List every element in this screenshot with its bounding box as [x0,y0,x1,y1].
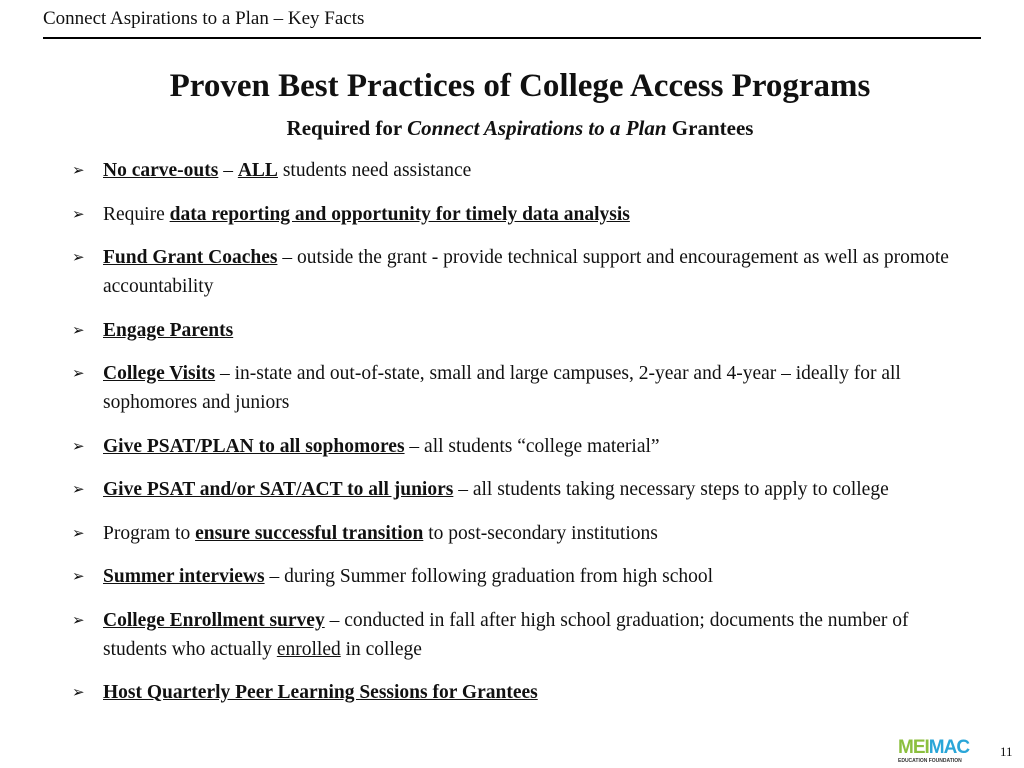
item-bold: data reporting and opportunity for timely data analysis [169,203,630,225]
arrow-bullet-icon: ➢ [72,683,85,701]
meimac-logo [898,738,982,766]
item-text: – [218,160,238,181]
item-text: – in-state and out-of-state, small and large campuses, 2-year and 4-year – ideally for all sophomores and juniors [103,363,901,413]
list-item [72,562,977,591]
slide-title: Proven Best Practices of College Access Programs [169,68,871,104]
slide-header: Connect Aspirations to a Plan – Key Facts [43,8,365,29]
list-item [72,243,977,301]
list-item [72,519,977,548]
slide-subtitle [0,116,1024,141]
arrow-bullet-icon: ➢ [72,248,85,266]
arrow-bullet-icon: ➢ [72,610,85,629]
arrow-bullet-icon: ➢ [72,320,85,339]
item-bold: Summer interviews [103,566,265,587]
item-text: – conducted in fall after high school graduation; documents the number of students who actually [103,609,909,660]
item-bold: ensure successful transition [195,522,424,544]
arrow-bullet-icon: ➢ [72,364,85,382]
item-bold: ALL [237,160,278,181]
page-number: 11 [1000,744,1013,759]
item-text: – during Summer following graduation from high school [264,566,714,587]
item-text: to post-secondary institutions [423,522,658,544]
arrow-bullet-icon: ➢ [72,480,85,498]
subtitle-pre: Required for [286,116,408,140]
item-underlined: enrolled [276,638,341,660]
item-bold: College Enrollment survey [103,609,325,631]
item-text: Program to [103,522,196,544]
logo-mac: MAC [928,737,970,758]
item-bold: Engage Parents [103,319,234,341]
list-item [72,316,977,345]
list-item [72,475,977,504]
item-bold: Host Quarterly Peer Learning Sessions for Grantees [103,682,538,703]
arrow-bullet-icon: ➢ [72,161,85,179]
list-item [72,432,977,461]
arrow-bullet-icon: ➢ [72,204,85,223]
logo-subtitle: EDUCATION FOUNDATION [898,758,962,764]
item-bold: College Visits [103,363,216,384]
subtitle-post: Grantees [666,116,754,140]
arrow-bullet-icon: ➢ [72,523,85,542]
item-text: – all students “college material” [404,435,660,457]
item-text: Require [103,203,170,225]
list-item [72,200,977,229]
arrow-bullet-icon: ➢ [72,567,85,585]
list-item [72,606,977,664]
header-divider [43,37,981,39]
logo-wordmark [898,738,969,758]
item-bold: Fund Grant Coaches [103,247,278,268]
arrow-bullet-icon: ➢ [72,436,85,455]
item-bold: Give PSAT and/or SAT/ACT to all juniors [103,479,454,500]
list-item [72,359,977,417]
item-text: students need assistance [277,160,472,181]
best-practices-list [72,156,977,722]
item-bold: Give PSAT/PLAN to all sophomores [103,435,405,457]
item-bold: No carve-outs [103,160,219,181]
item-text: in college [340,638,422,660]
list-item [72,156,977,185]
item-text: – all students taking necessary steps to apply to college [453,479,889,500]
logo-mei: MEI [898,737,929,758]
subtitle-emphasis: Connect Aspirations to a Plan [407,116,667,140]
list-item [72,678,977,707]
item-text: – outside the grant - provide technical support and encouragement as well as promote accountability [103,247,949,297]
